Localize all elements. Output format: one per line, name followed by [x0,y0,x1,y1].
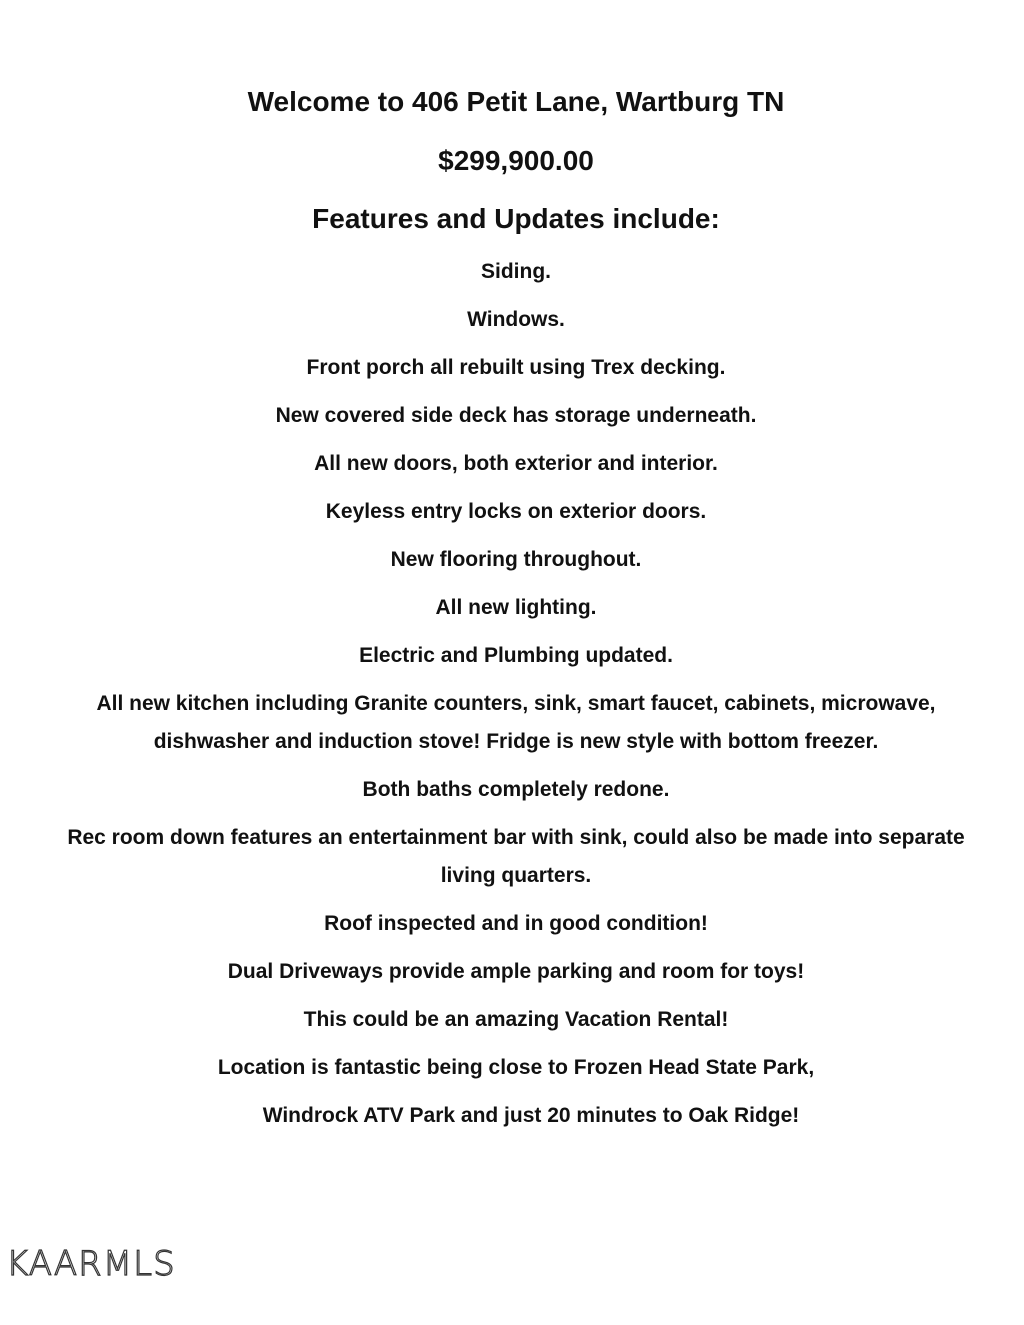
listing-price: $299,900.00 [438,145,594,176]
feature-item: Windows. [467,308,565,331]
listing-title: Welcome to 406 Petit Lane, Wartburg TN [247,86,785,117]
feature-item: Siding. [481,260,551,283]
feature-item: Location is fantastic being close to Frozen Head State Park, [217,1056,815,1079]
features-list [60,253,972,1135]
listing-document [60,80,972,1135]
feature-item: New flooring throughout. [390,548,642,571]
feature-item: Keyless entry locks on exterior doors. [325,500,707,523]
kaarmls-watermark-logo: KAARMLS [6,1244,176,1284]
feature-item: Windrock ATV Park and just 20 minutes to Oak Ridge! [262,1104,800,1127]
feature-item: Dual Driveways provide ample parking and room for toys! [227,960,805,983]
features-heading: Features and Updates include: [312,203,720,234]
feature-item: Both baths completely redone. [362,778,670,801]
feature-item: Roof inspected and in good condition! [324,912,708,935]
feature-item: Front porch all rebuilt using Trex decking. [306,356,726,379]
feature-item: All new kitchen including Granite counters, sink, smart faucet, cabinets, microwave, dishwasher and induction stove! Fridge is new style with bottom freezer. [96,692,936,753]
feature-item: This could be an amazing Vacation Rental! [303,1008,729,1031]
feature-item: All new doors, both exterior and interior. [314,452,718,475]
feature-item: All new lighting. [435,596,597,619]
feature-item: Rec room down features an entertainment bar with sink, could also be made into separate living quarters. [67,826,965,887]
feature-item: New covered side deck has storage underneath. [275,404,757,427]
feature-item: Electric and Plumbing updated. [359,644,673,667]
